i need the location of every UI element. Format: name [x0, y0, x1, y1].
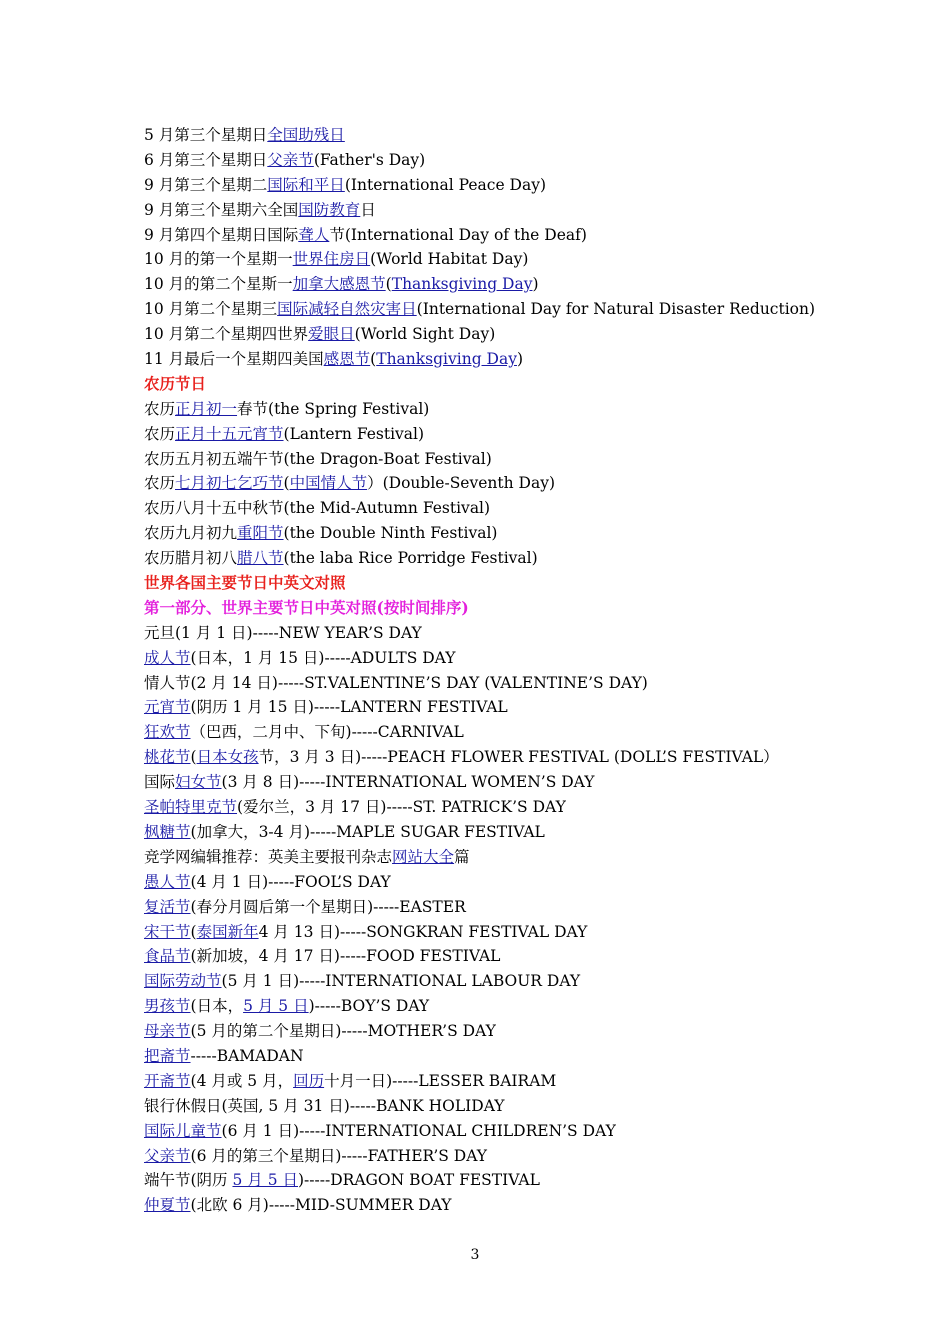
- text-run: 10 月第二个星期三: [144, 300, 278, 319]
- text-run: 端午节(阴历: [144, 1171, 233, 1190]
- text-run: (春分月圆后第一个星期日)-----EASTER: [190, 897, 466, 916]
- text-line: [144, 770, 844, 795]
- text-line: [144, 1044, 844, 1069]
- text-line: [144, 596, 844, 621]
- hyperlink[interactable]: 宋干节: [144, 922, 191, 941]
- text-line: [144, 571, 844, 596]
- text-run: -----BAMADAN: [190, 1046, 304, 1065]
- hyperlink[interactable]: 正月十五元宵节: [175, 424, 284, 443]
- hyperlink[interactable]: 国际和平日: [267, 175, 345, 194]
- text-run: 5 月第三个星期日: [144, 126, 268, 144]
- text-line: [144, 198, 844, 223]
- text-run: )-----BOY’S DAY: [308, 997, 430, 1016]
- hyperlink[interactable]: 正月初一: [175, 399, 238, 418]
- hyperlink[interactable]: 国际减轻自然灾害日: [277, 300, 417, 319]
- hyperlink[interactable]: 世界住房日: [292, 250, 371, 269]
- text-run: (: [385, 275, 392, 294]
- text-run: 篇: [454, 847, 470, 866]
- hyperlink[interactable]: Thanksgiving Day: [376, 350, 517, 369]
- text-line: [144, 546, 844, 571]
- text-run: (Father's Day): [313, 150, 426, 169]
- text-run: )-----DRAGON BOAT FESTIVAL: [298, 1171, 540, 1190]
- text-line: [144, 471, 844, 496]
- hyperlink[interactable]: 元宵节: [144, 698, 191, 717]
- text-line: [144, 247, 844, 272]
- text-run: 元旦(1 月 1 日)-----NEW YEAR’S DAY: [144, 623, 422, 642]
- text-run: (新加坡，4 月 17 日)-----FOOD FESTIVAL: [190, 947, 501, 966]
- hyperlink[interactable]: 全国助残日: [267, 126, 345, 144]
- hyperlink[interactable]: 把斋节: [144, 1046, 191, 1065]
- text-line: [144, 372, 844, 397]
- text-run: (: [190, 748, 197, 767]
- text-line: [144, 1019, 844, 1044]
- hyperlink[interactable]: 开斋节: [144, 1071, 191, 1090]
- text-run: 10 月的第二个星斯一: [144, 275, 293, 294]
- text-run: (the Double Ninth Festival): [283, 524, 498, 543]
- text-run: 农历: [144, 474, 176, 493]
- text-run: 6 月第三个星期日: [144, 150, 268, 169]
- hyperlink[interactable]: 加拿大感恩节: [292, 275, 386, 294]
- text-line: [144, 845, 844, 870]
- hyperlink[interactable]: 成人节: [144, 648, 191, 667]
- hyperlink[interactable]: 食品节: [144, 947, 191, 966]
- hyperlink[interactable]: 男孩节: [144, 997, 191, 1016]
- text-line: [144, 944, 844, 969]
- text-run: 9 月第三个星期六全国: [144, 200, 299, 219]
- hyperlink[interactable]: 泰国新年: [196, 922, 259, 941]
- text-run: (: [370, 350, 377, 369]
- text-line: [144, 521, 844, 546]
- text-line: [144, 994, 844, 1019]
- text-line: [144, 123, 844, 148]
- hyperlink[interactable]: 重阳节: [237, 524, 284, 543]
- text-run: 国际: [144, 773, 176, 792]
- text-line: [144, 920, 844, 945]
- hyperlink[interactable]: 5 月 5 日: [232, 1171, 298, 1190]
- text-line: [144, 496, 844, 521]
- text-line: [144, 397, 844, 422]
- text-run: ）(Double-Seventh Day): [367, 474, 556, 493]
- section-heading: 农历节日: [144, 373, 207, 393]
- hyperlink[interactable]: 枫糖节: [144, 822, 191, 841]
- hyperlink[interactable]: 仲夏节: [144, 1196, 191, 1215]
- text-run: 农历: [144, 399, 176, 418]
- text-line: [144, 1094, 844, 1119]
- text-run: (World Habitat Day): [370, 250, 529, 269]
- text-line: [144, 795, 844, 820]
- hyperlink[interactable]: 桃花节: [144, 748, 191, 767]
- hyperlink[interactable]: 父亲节: [144, 1146, 191, 1165]
- text-line: [144, 671, 844, 696]
- text-run: (北欧 6 月)-----MID-SUMMER DAY: [190, 1196, 452, 1215]
- text-line: [144, 646, 844, 671]
- section-heading: 世界各国主要节日中英文对照: [144, 573, 346, 593]
- text-run: ): [516, 350, 524, 369]
- text-run: 农历八月十五中秋节(the Mid-Autumn Festival): [144, 499, 491, 518]
- text-line: [144, 720, 844, 745]
- text-run: (5 月 1 日)-----INTERNATIONAL LABOUR DAY: [221, 972, 581, 991]
- text-line: [144, 1119, 844, 1144]
- text-run: 竞学网编辑推荐：英美主要报刊杂志: [144, 847, 393, 866]
- text-line: [144, 820, 844, 845]
- hyperlink[interactable]: 国际儿童节: [144, 1121, 222, 1140]
- text-line: [144, 272, 844, 297]
- hyperlink[interactable]: 妇女节: [175, 773, 222, 792]
- hyperlink[interactable]: 母亲节: [144, 1022, 191, 1041]
- text-run: 9 月第三个星期二: [144, 175, 268, 194]
- text-run: 日: [360, 200, 376, 219]
- text-run: 4 月 13 日)-----SONGKRAN FESTIVAL DAY: [258, 922, 588, 941]
- text-run: (: [283, 474, 290, 493]
- text-run: 10 月第二个星期四世界: [144, 325, 309, 344]
- text-run: (4 月或 5 月，: [190, 1071, 294, 1090]
- document-body: [144, 123, 844, 1218]
- text-line: [144, 895, 844, 920]
- text-run: (3 月 8 日)-----INTERNATIONAL WOMEN’S DAY: [221, 773, 595, 792]
- text-line: [144, 148, 844, 173]
- hyperlink[interactable]: 感恩节: [323, 350, 371, 369]
- page-number: 3: [470, 1247, 480, 1263]
- text-line: [144, 1144, 844, 1169]
- text-line: [144, 745, 844, 770]
- text-run: (加拿大，3-4 月)-----MAPLE SUGAR FESTIVAL: [190, 822, 545, 841]
- text-run: (International Day for Natural Disaster Reduction): [416, 300, 816, 319]
- text-run: 农历腊月初八: [144, 549, 238, 568]
- hyperlink[interactable]: 国际劳动节: [144, 972, 222, 991]
- hyperlink[interactable]: 国防教育: [298, 200, 361, 219]
- text-line: [144, 870, 844, 895]
- text-run: 银行休假日(英国, 5 月 31 日)-----BANK HOLIDAY: [144, 1096, 505, 1115]
- text-line: [144, 173, 844, 198]
- text-line: [144, 322, 844, 347]
- hyperlink[interactable]: 狂欢节: [144, 723, 191, 742]
- text-line: [144, 1193, 844, 1218]
- hyperlink[interactable]: 腊八节: [237, 549, 284, 568]
- text-run: 节(International Day of the Deaf): [329, 225, 587, 244]
- hyperlink[interactable]: 5 月 5 日: [243, 997, 309, 1016]
- text-run: 十月一日)-----LESSER BAIRAM: [324, 1071, 557, 1090]
- text-run: (International Peace Day): [344, 175, 547, 194]
- hyperlink[interactable]: 聋人: [298, 225, 330, 244]
- hyperlink[interactable]: 日本女孩: [196, 748, 259, 767]
- text-line: [144, 297, 844, 322]
- text-line: [144, 422, 844, 447]
- text-run: (World Sight Day): [354, 325, 496, 344]
- text-run: (6 月 1 日)-----INTERNATIONAL CHILDREN’S DAY: [221, 1121, 616, 1140]
- hyperlink[interactable]: 回历: [293, 1071, 325, 1090]
- text-line: [144, 223, 844, 248]
- text-run: (6 月的第三个星期日)-----FATHER’S DAY: [190, 1146, 488, 1165]
- hyperlink[interactable]: 父亲节: [267, 150, 314, 169]
- text-run: 10 月的第一个星期一: [144, 250, 293, 269]
- text-run: (日本，: [190, 997, 244, 1016]
- text-run: (阴历 1 月 15 日)-----LANTERN FESTIVAL: [190, 698, 508, 717]
- text-run: (: [190, 922, 197, 941]
- text-run: 农历五月初五端午节(the Dragon-Boat Festival): [144, 449, 492, 468]
- hyperlink[interactable]: 七月初七乞巧节: [175, 474, 284, 493]
- text-line: [144, 447, 844, 472]
- text-run: (爱尔兰，3 月 17 日)-----ST. PATRICK’S DAY: [237, 798, 566, 817]
- hyperlink[interactable]: 爱眼日: [308, 325, 355, 344]
- text-run: 11 月最后一个星期四美国: [144, 350, 324, 369]
- text-run: (日本，1 月 15 日)-----ADULTS DAY: [190, 648, 456, 667]
- text-run: (4 月 1 日)-----FOOL’S DAY: [190, 872, 391, 891]
- text-run: 春节(the Spring Festival): [237, 399, 430, 418]
- text-line: [144, 695, 844, 720]
- text-run: ): [532, 275, 539, 294]
- text-run: (Lantern Festival): [283, 424, 425, 443]
- text-run: 情人节(2 月 14 日)-----ST.VALENTINE’S DAY (VALENTINE’S DAY): [144, 673, 648, 692]
- text-line: [144, 1069, 844, 1094]
- section-heading: 第一部分、世界主要节日中英对照(按时间排序): [144, 597, 469, 617]
- hyperlink[interactable]: Thanksgiving Day: [391, 275, 533, 294]
- text-run: （巴西，二月中、下旬)-----CARNIVAL: [190, 723, 464, 742]
- text-line: [144, 621, 844, 646]
- hyperlink[interactable]: 愚人节: [144, 872, 191, 891]
- text-line: [144, 969, 844, 994]
- text-line: [144, 1168, 844, 1193]
- text-run: (5 月的第二个星期日)-----MOTHER’S DAY: [190, 1022, 496, 1041]
- hyperlink[interactable]: 网站大全: [392, 847, 455, 866]
- text-run: 农历: [144, 424, 176, 443]
- hyperlink[interactable]: 中国情人节: [289, 474, 368, 493]
- text-run: (the laba Rice Porridge Festival): [283, 549, 538, 568]
- text-run: 9 月第四个星期日国际: [144, 225, 299, 244]
- hyperlink[interactable]: 复活节: [144, 897, 191, 916]
- text-line: [144, 347, 844, 372]
- text-run: 农历九月初九: [144, 524, 238, 543]
- text-run: 节，3 月 3 日)-----PEACH FLOWER FESTIVAL (DOLL’S FESTIVAL）: [258, 748, 779, 767]
- hyperlink[interactable]: 圣帕特里克节: [144, 798, 238, 817]
